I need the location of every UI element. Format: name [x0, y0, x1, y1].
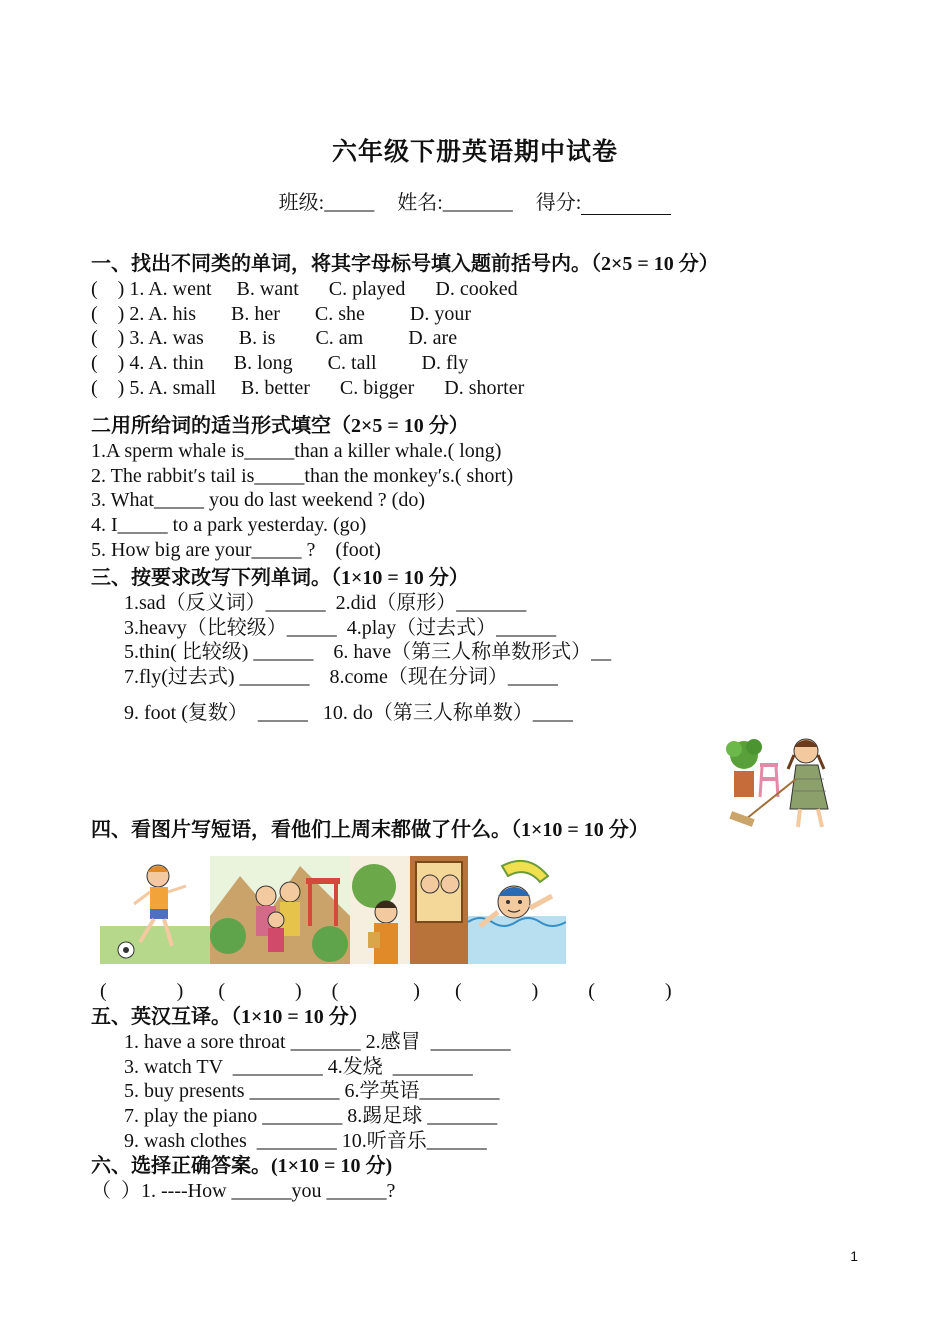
people-at-shop-window-image	[350, 856, 468, 964]
section-5	[91, 1005, 511, 1154]
question-line: 7.fly(过去式) _______ 8.come（现在分词）_____	[124, 666, 558, 689]
section-1	[91, 252, 719, 401]
picture-answer-parens: ( ) ( ) ( ) ( ) ( )	[100, 980, 672, 1002]
question-line: 1.A sperm whale is_____than a killer whale.( long)	[91, 439, 502, 462]
question-line: 3. What_____ you do last weekend ? (do)	[91, 489, 425, 512]
student-info-row	[0, 186, 950, 215]
question-line: 2. The rabbit′s tail is_____than the monkey′s.( short)	[91, 464, 514, 487]
section-5-heading: 五、英汉互译。（1×10 = 10 分）	[91, 1006, 369, 1028]
section-3-heading: 三、按要求改写下列单词。（1×10 = 10 分）	[91, 567, 469, 589]
question-line: 5. How big are your_____ ? (foot)	[91, 538, 381, 561]
score-blank	[581, 194, 671, 215]
question-line: ( ) 1. A. went B. want C. played D. cooked	[91, 277, 518, 300]
girl-sweeping-image	[724, 733, 836, 833]
page-title: 六年级下册英语期中试卷	[331, 139, 618, 166]
class-field: 班级:_____	[278, 192, 375, 214]
section-2	[91, 414, 513, 563]
question-line: 7. play the piano ________ 8.踢足球 _______	[124, 1105, 498, 1128]
question-line: ( ) 4. A. thin B. long C. tall D. fly	[91, 352, 469, 375]
question-line: 1. have a sore throat _______ 2.感冒 ________	[124, 1030, 511, 1053]
score-field: 得分:	[536, 192, 672, 214]
section-2-heading: 二用所给词的适当形式填空（2×5 = 10 分）	[91, 415, 469, 437]
question-line: 1.sad（反义词）______ 2.did（原形）_______	[124, 591, 527, 614]
section-4	[91, 818, 649, 843]
question-line: 5.thin( 比较级) ______ 6. have（第三人称单数形式）__	[124, 641, 612, 664]
question-line: 3. watch TV _________ 4.发烧 ________	[124, 1055, 473, 1078]
question-line: （ ）1. ----How ______you ______?	[91, 1179, 396, 1202]
question-line: 3.heavy（比较级）_____ 4.play（过去式）______	[124, 616, 557, 639]
boy-playing-football-image	[100, 856, 212, 964]
section-6-heading: 六、选择正确答案。(1×10 = 10 分)	[91, 1155, 393, 1177]
section-6	[91, 1154, 395, 1204]
family-at-park-image	[210, 856, 350, 964]
section-4-heading: 四、看图片写短语，看他们上周末都做了什么。（1×10 = 10 分）	[91, 819, 649, 841]
section-3	[91, 566, 611, 726]
question-line: ( ) 5. A. small B. better C. bigger D. shorter	[91, 376, 525, 399]
question-line: ( ) 3. A. was B. is C. am D. are	[91, 327, 458, 350]
question-line: 9. foot (复数） _____ 10. do（第三人称单数）____	[124, 701, 573, 724]
question-line: 4. I_____ to a park yesterday. (go)	[91, 514, 367, 537]
section-1-heading: 一、找出不同类的单词，将其字母标号填入题前括号内。（2×5 = 10 分）	[91, 253, 719, 275]
question-line: 9. wash clothes ________ 10.听音乐______	[124, 1129, 487, 1152]
boy-swimming-image	[468, 856, 566, 964]
name-field: 姓名:_______	[397, 192, 513, 214]
question-line: ( ) 2. A. his B. her C. she D. your	[91, 302, 471, 325]
page-number: 1	[850, 1248, 858, 1264]
question-line: 5. buy presents _________ 6.学英语________	[124, 1080, 500, 1103]
